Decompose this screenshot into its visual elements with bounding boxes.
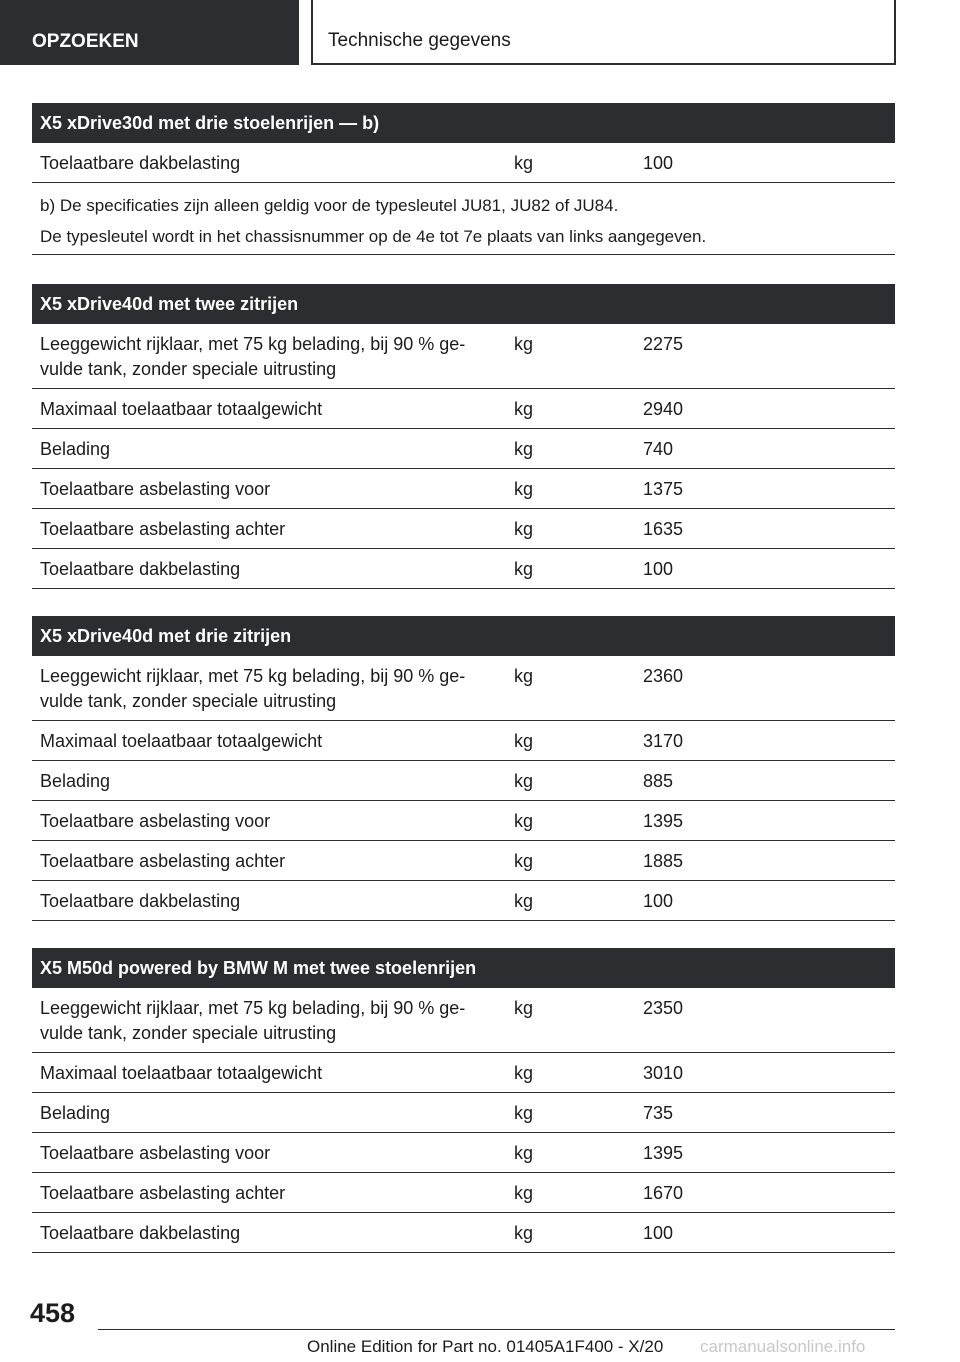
row-value: 1395 bbox=[643, 811, 684, 831]
row-label: Maximaal toelaatbaar totaalgewicht bbox=[40, 399, 323, 419]
row-label: Leeggewicht rijklaar, met 75 kg belading, bij 90 % ge‐ vulde tank, zonder speciale uitrusting bbox=[40, 666, 466, 711]
row-label: Toelaatbare dakbelasting bbox=[40, 559, 241, 579]
row-label: Toelaatbare asbelasting achter bbox=[40, 519, 286, 539]
row-label: Belading bbox=[40, 1103, 111, 1123]
row-label: Toelaatbare asbelasting achter bbox=[40, 851, 286, 871]
row-label: Maximaal toelaatbaar totaalgewicht bbox=[40, 731, 323, 751]
table-row bbox=[32, 324, 895, 389]
row-label: Maximaal toelaatbaar totaalgewicht bbox=[40, 1063, 323, 1083]
row-unit: kg bbox=[514, 1183, 534, 1203]
row-value: 2275 bbox=[643, 334, 684, 354]
row-value: 100 bbox=[643, 1223, 674, 1243]
row-unit: kg bbox=[514, 851, 534, 871]
watermark: carmanualsonline.info bbox=[700, 1337, 866, 1356]
table-title: X5 xDrive30d met drie stoelenrijen — b) bbox=[32, 103, 895, 143]
table-row bbox=[32, 721, 895, 761]
table-row bbox=[32, 143, 895, 183]
spec-table-xdrive40d-two-rows bbox=[32, 284, 895, 589]
page-title: Technische gegevens bbox=[311, 0, 896, 65]
row-label: Toelaatbare dakbelasting bbox=[40, 891, 241, 911]
row-value: 100 bbox=[643, 891, 674, 911]
footnote bbox=[32, 183, 895, 255]
table-row bbox=[32, 509, 895, 549]
table-row bbox=[32, 469, 895, 509]
row-value: 2940 bbox=[643, 399, 684, 419]
table-row bbox=[32, 1053, 895, 1093]
row-unit: kg bbox=[514, 811, 534, 831]
table-row bbox=[32, 801, 895, 841]
row-label: Toelaatbare asbelasting voor bbox=[40, 811, 271, 831]
footnote-line: De typesleutel wordt in het chassisnummer op de 4e tot 7e plaats van links aangegeven. bbox=[40, 227, 707, 246]
row-value: 735 bbox=[643, 1103, 674, 1123]
page-number: 458 bbox=[30, 1298, 76, 1328]
table-row bbox=[32, 841, 895, 881]
row-label: Belading bbox=[40, 439, 111, 459]
row-unit: kg bbox=[514, 439, 534, 459]
row-value: 3170 bbox=[643, 731, 684, 751]
edition-text: Online Edition for Part no. 01405A1F400 - X/20 bbox=[307, 1337, 664, 1356]
row-label: Leeggewicht rijklaar, met 75 kg belading, bij 90 % ge‐ vulde tank, zonder speciale uitrusting bbox=[40, 334, 466, 379]
row-unit: kg bbox=[514, 891, 534, 911]
row-unit: kg bbox=[514, 998, 534, 1018]
section-tab: OPZOEKEN bbox=[0, 0, 299, 65]
row-value: 1885 bbox=[643, 851, 684, 871]
row-value: 1375 bbox=[643, 479, 684, 499]
table-title: X5 M50d powered by BMW M met twee stoelenrijen bbox=[32, 948, 895, 988]
row-unit: kg bbox=[514, 1143, 534, 1163]
spec-table-xdrive30d-three-rows bbox=[32, 103, 895, 255]
table-row bbox=[32, 761, 895, 801]
table-row bbox=[32, 1213, 895, 1253]
row-unit: kg bbox=[514, 519, 534, 539]
row-label: Toelaatbare asbelasting voor bbox=[40, 1143, 271, 1163]
row-label: Toelaatbare dakbelasting bbox=[40, 153, 241, 173]
table-row bbox=[32, 389, 895, 429]
row-unit: kg bbox=[514, 1223, 534, 1243]
table-title: X5 xDrive40d met drie zitrijen bbox=[32, 616, 895, 656]
row-label: Toelaatbare asbelasting voor bbox=[40, 479, 271, 499]
row-value: 3010 bbox=[643, 1063, 684, 1083]
row-label: Toelaatbare asbelasting achter bbox=[40, 1183, 286, 1203]
row-label: Belading bbox=[40, 771, 111, 791]
row-unit: kg bbox=[514, 399, 534, 419]
row-label: Leeggewicht rijklaar, met 75 kg belading, bij 90 % ge‐ vulde tank, zonder speciale uitrusting bbox=[40, 998, 466, 1043]
row-unit: kg bbox=[514, 771, 534, 791]
row-unit: kg bbox=[514, 479, 534, 499]
row-label: Toelaatbare dakbelasting bbox=[40, 1223, 241, 1243]
table-row bbox=[32, 988, 895, 1053]
row-value: 2360 bbox=[643, 666, 684, 686]
table-row bbox=[32, 1173, 895, 1213]
table-row bbox=[32, 1093, 895, 1133]
footnote-line: b) De specificaties zijn alleen geldig voor de typesleutel JU81, JU82 of JU84. bbox=[40, 196, 619, 215]
row-value: 100 bbox=[643, 559, 674, 579]
row-unit: kg bbox=[514, 731, 534, 751]
table-row bbox=[32, 656, 895, 721]
row-value: 100 bbox=[643, 153, 674, 173]
footer-divider bbox=[98, 1329, 895, 1330]
spec-table-m50d-two-rows bbox=[32, 948, 895, 1253]
row-unit: kg bbox=[514, 153, 534, 173]
row-value: 1635 bbox=[643, 519, 684, 539]
row-value: 885 bbox=[643, 771, 674, 791]
table-row bbox=[32, 881, 895, 921]
spec-table-xdrive40d-three-rows bbox=[32, 616, 895, 921]
table-row bbox=[32, 429, 895, 469]
table-row bbox=[32, 1133, 895, 1173]
row-unit: kg bbox=[514, 334, 534, 354]
row-unit: kg bbox=[514, 1063, 534, 1083]
row-value: 2350 bbox=[643, 998, 684, 1018]
row-unit: kg bbox=[514, 559, 534, 579]
row-unit: kg bbox=[514, 666, 534, 686]
row-value: 740 bbox=[643, 439, 674, 459]
row-value: 1670 bbox=[643, 1183, 684, 1203]
row-unit: kg bbox=[514, 1103, 534, 1123]
row-value: 1395 bbox=[643, 1143, 684, 1163]
table-title: X5 xDrive40d met twee zitrijen bbox=[32, 284, 895, 324]
table-row bbox=[32, 549, 895, 589]
